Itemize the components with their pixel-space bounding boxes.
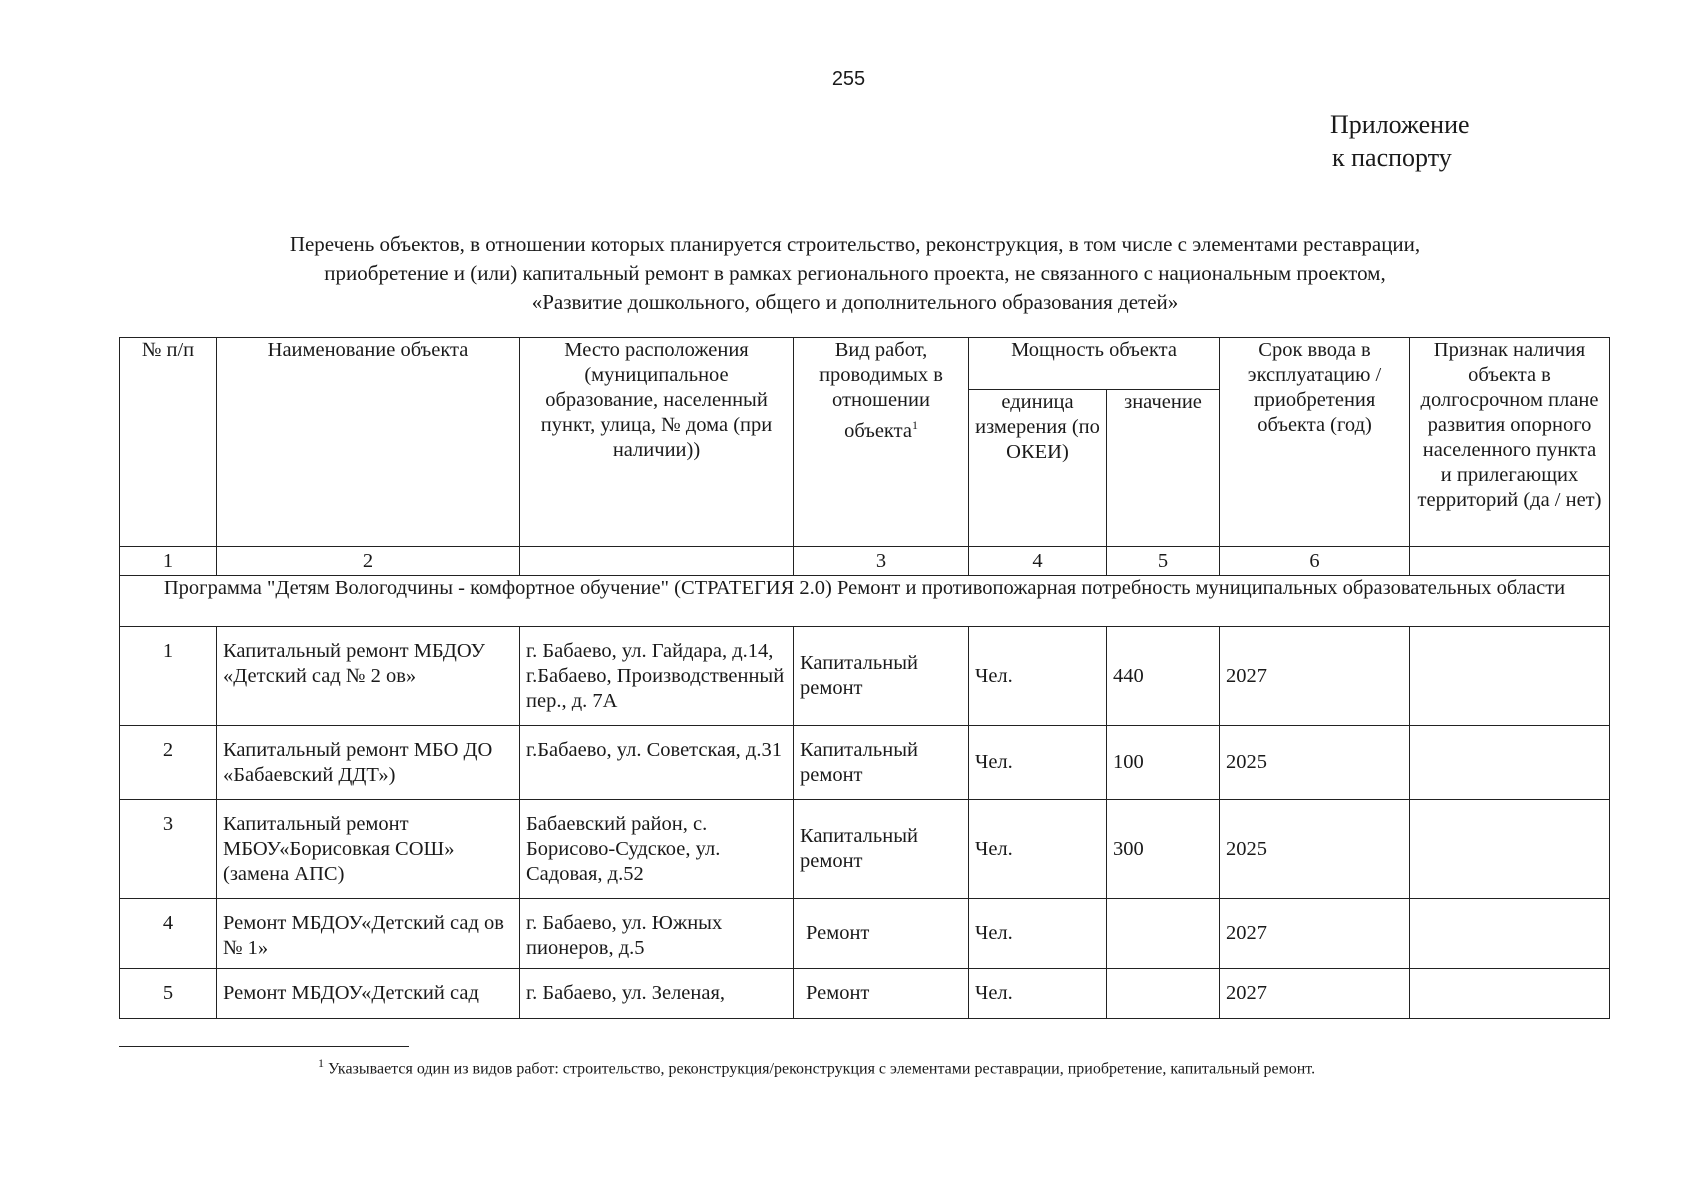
table-row [120,899,1610,969]
header-unit: единица измерения (по ОКЕИ) [969,390,1107,547]
table-row [120,627,1610,726]
program-title: Программа "Детям Вологодчины - комфортное обучение" (СТРАТЕГИЯ 2.0) Ремонт и противопожарная потребность муниципальных образовательных области [120,576,1610,627]
table-row [120,969,1610,1019]
row-name: Ремонт МБДОУ«Детский сад [217,969,520,1019]
row-unit: Чел. [969,800,1107,899]
row-year: 2025 [1220,726,1410,800]
row-work: Капитальный ремонт [794,800,969,899]
table-row [120,726,1610,800]
row-num: 1 [120,627,217,726]
column-number: 6 [1220,547,1410,576]
program-row [120,576,1610,627]
footnote-marker: 1 [318,1056,324,1070]
title-line-1: Перечень объектов, в отношении которых планируется строительство, реконструкция, в том числе с элементами реставрации, [289,232,1421,256]
page-number: 255 [831,68,866,90]
row-value: 440 [1107,627,1220,726]
row-work: Капитальный ремонт [794,726,969,800]
title-line-3: «Развитие дошкольного, общего и дополнительного образования детей» [531,290,1179,314]
header-num: № п/п [120,338,217,547]
row-name: Капитальный ремонт МБДОУ «Детский сад № 2 ов» [217,627,520,726]
row-year: 2027 [1220,627,1410,726]
header-plan-flag: Признак наличия объекта в долгосрочном плане развития опорного населенного пункта и прилегающих территорий (да / нет) [1410,338,1610,547]
row-name: Капитальный ремонт МБОУ«Борисовкая СОШ» (замена АПС) [217,800,520,899]
row-location: г. Бабаево, ул. Южных пионеров, д.5 [520,899,794,969]
header-capacity: Мощность объекта [969,338,1220,390]
row-year: 2027 [1220,899,1410,969]
row-num: 2 [120,726,217,800]
header-name: Наименование объекта [217,338,520,547]
row-flag [1410,800,1610,899]
row-work: Ремонт [794,899,969,969]
column-numbers-row [120,547,1610,576]
column-number: 1 [120,547,217,576]
column-number: 5 [1107,547,1220,576]
row-unit: Чел. [969,969,1107,1019]
appendix-label [1330,108,1470,174]
footnote-text: Указывается один из видов работ: строительство, реконструкция/реконструкция с элементами реставрации, приобретение, капитальный ремонт. [328,1060,1316,1078]
row-value [1107,899,1220,969]
row-num: 4 [120,899,217,969]
row-location: Бабаевский район, с. Борисово-Судское, ул. Садовая, д.52 [520,800,794,899]
column-number: 4 [969,547,1107,576]
row-year: 2025 [1220,800,1410,899]
header-location: Место расположения (муниципальное образование, населенный пункт, улица, № дома (при наличии)) [520,338,794,547]
row-location: г. Бабаево, ул. Гайдара, д.14, г.Бабаево, Производственный пер., д. 7А [520,627,794,726]
table-row [120,800,1610,899]
row-name: Капитальный ремонт МБО ДО «Бабаевский ДДТ») [217,726,520,800]
row-year: 2027 [1220,969,1410,1019]
row-location: г.Бабаево, ул. Советская, д.31 [520,726,794,800]
title-line-2: приобретение и (или) капитальный ремонт в рамках регионального проекта, не связанного с национальным проектом, [324,261,1386,285]
row-value: 100 [1107,726,1220,800]
header-deadline: Срок ввода в эксплуатацию /приобретения объекта (год) [1220,338,1410,547]
footnote [318,1056,1315,1078]
row-value [1107,969,1220,1019]
column-number [1410,547,1610,576]
appendix-line-1: Приложение [1330,110,1470,139]
column-number: 3 [794,547,969,576]
footnote-ref: 1 [911,418,918,432]
header-value: значение [1107,390,1220,547]
row-name: Ремонт МБДОУ«Детский сад ов № 1» [217,899,520,969]
row-flag [1410,726,1610,800]
row-unit: Чел. [969,627,1107,726]
header-work-type [794,338,969,547]
row-flag [1410,627,1610,726]
row-work: Ремонт [794,969,969,1019]
appendix-line-2: к паспорту [1332,143,1452,172]
row-unit: Чел. [969,899,1107,969]
row-value: 300 [1107,800,1220,899]
row-location: г. Бабаево, ул. Зеленая, [520,969,794,1019]
row-work: Капитальный ремонт [794,627,969,726]
row-flag [1410,899,1610,969]
row-num: 3 [120,800,217,899]
column-number: 2 [217,547,520,576]
header-work-type-text: Вид работ, проводимых в отношении объекта [819,339,943,442]
column-number [520,547,794,576]
objects-table [119,337,1610,1019]
row-num: 5 [120,969,217,1019]
row-unit: Чел. [969,726,1107,800]
document-title [120,230,1590,317]
footnote-divider [119,1046,409,1047]
row-flag [1410,969,1610,1019]
